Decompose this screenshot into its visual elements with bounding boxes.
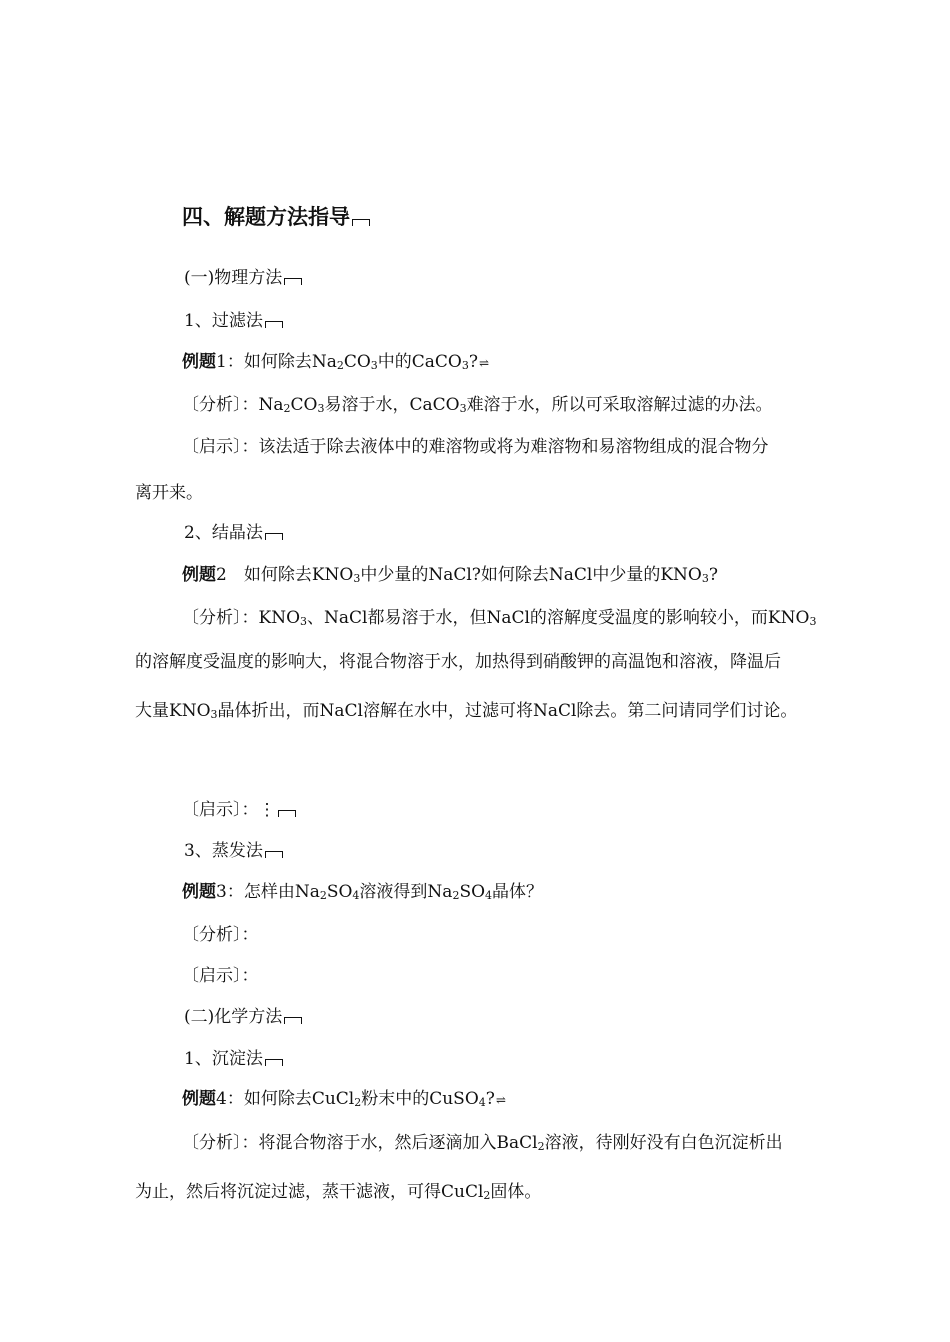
hint-2: 〔启示〕：⋮ [182,798,296,822]
crystallization-title: 2、结晶法 [184,521,283,545]
analysis-2-line3: 大量$KNO_3$晶体折出，而NaCl溶解在水中，过滤可将NaCl除去。第二问请同学们讨论。 [135,701,798,721]
chemical-methods-title: (二)化学方法 [184,1005,302,1029]
hint-1-cont: 离开来。 [135,483,203,503]
evaporation-title: 3、蒸发法 [184,839,283,863]
analysis-3: 〔分析〕： [182,925,259,945]
example-4: 例题4：如何除去CuCl$_2$粉末中的CuSO$_4$?⇌ [182,1089,506,1109]
hint-3: 〔启示〕： [182,966,259,986]
physical-methods-title: (一)物理方法 [184,266,302,290]
example-2: 例题2 如何除去$KNO_3$中少量的NaCl?如何除去NaCl中少量的$KNO_3$? [182,565,718,585]
example-3: 例题3：怎样由$Na_2SO_4$溶液得到$Na_2SO_4$晶体？ [182,882,544,902]
section-heading: 四、解题方法指导 [182,203,370,231]
analysis-1: 〔分析〕：$Na_2CO_3$易溶于水，CaCO$_3$难溶于水，所以可采取溶解过滤的办法。 [182,395,773,415]
example-1: 例题1：如何除去$Na_2CO_3$中的CaCO$_3$?⇌ [182,352,490,372]
analysis-2: 〔分析〕：$KNO_3$、NaCl都易溶于水，但NaCl的溶解度受温度的影响较小，而$KNO_3$ [182,608,817,628]
hint-1: 〔启示〕：该法适于除去液体中的难溶物或将为难溶物和易溶物组成的混合物分 [182,437,769,457]
analysis-4-line2: 为止，然后将沉淀过滤，蒸干滤液，可得CuCl$_2$固体。 [135,1182,542,1202]
filtration-title: 1、过滤法 [184,309,283,333]
analysis-4: 〔分析〕：将混合物溶于水，然后逐滴加入BaCl$_2$溶液，待刚好没有白色沉淀析出 [182,1133,783,1153]
precipitation-title: 1、沉淀法 [184,1047,283,1071]
paragraph-mark-icon [352,219,370,226]
analysis-2-line2: 的溶解度受温度的影响大，将混合物溶于水，加热得到硝酸钾的高温饱和溶液，降温后 [135,652,781,672]
